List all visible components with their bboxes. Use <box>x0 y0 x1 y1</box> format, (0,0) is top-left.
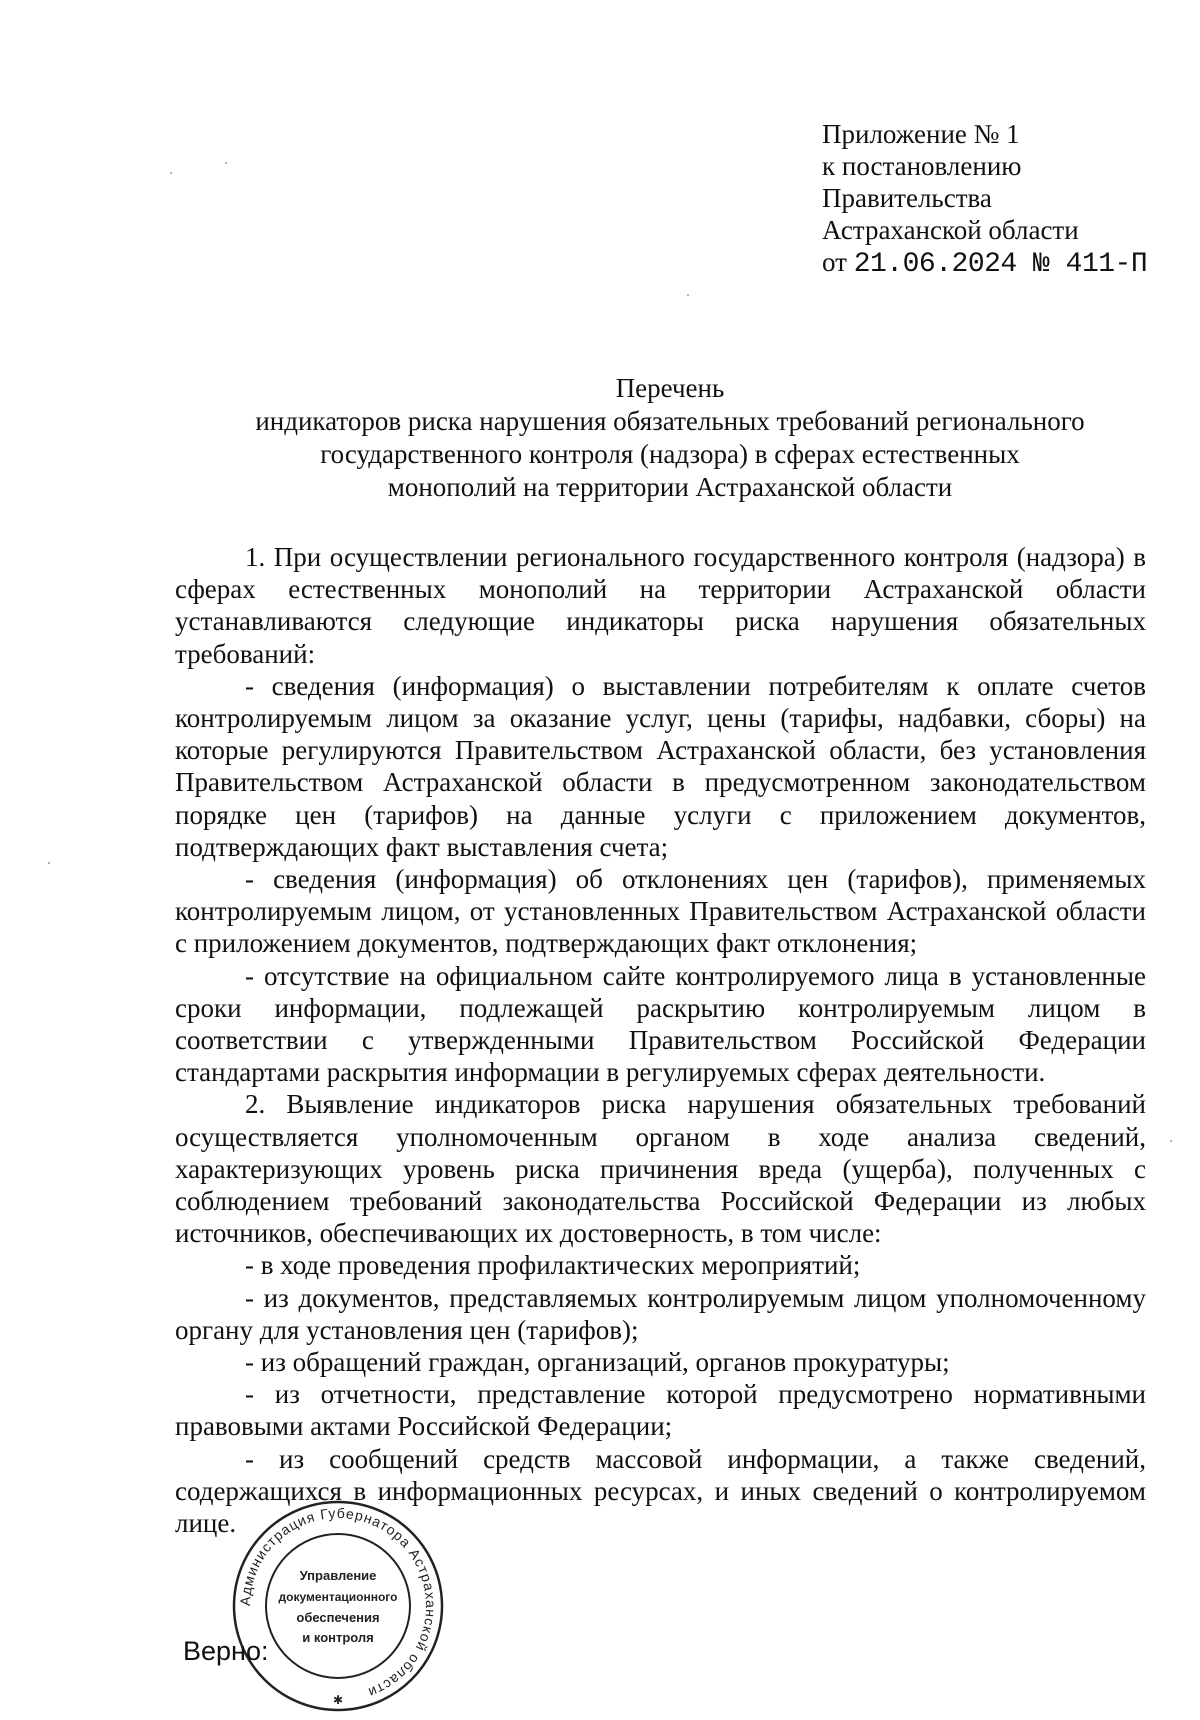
seal-star-icon: ✱ <box>332 1693 344 1707</box>
paragraph-2-item-1: - в ходе проведения профилактических мероприятий; <box>245 1250 861 1281</box>
paragraph-2-item-4: - из отчетности, представление которой предусмотрено нормативными правовыми актами Российской Федерации; <box>175 1379 1146 1442</box>
document-title <box>150 372 1190 504</box>
certification-mark: Верно: <box>183 1636 269 1666</box>
scan-speck <box>170 172 172 174</box>
scan-speck <box>687 294 689 296</box>
paragraph-2: 2. Выявление индикаторов риска нарушения обязательных требований осуществляется уполномоченным органом в ходе анализа сведений, характеризующих уровень риска причинения вреда (ущерба), полученных с соблюдением требований законодательства Российской Федерации из любых источников, обеспечивающих их достоверность, в том числе: <box>175 1089 1146 1249</box>
document-body <box>175 541 1146 1539</box>
scan-speck <box>1170 1140 1172 1142</box>
scan-speck <box>48 862 50 864</box>
seal-ring-text: Администрация Губернатора Астраханской области <box>236 1504 440 1702</box>
title-heading: Перечень <box>615 373 725 403</box>
seal-center-line-4: и контроля <box>302 1630 374 1645</box>
official-seal <box>230 1498 446 1714</box>
seal-center-line-3: обеспечения <box>296 1610 380 1625</box>
paragraph-1-item-1: - сведения (информация) о выставлении потребителям к оплате счетов контролируемым лицом за оказание услуг, цены (тарифы, надбавки, сборы) на которые регулируются Правительством Астраханской области, без установления Правительством Астраханской области в предусмотренном законодательством порядке цен (тарифов) на данные услуги с приложением документов, подтверждающих факт выставления счета; <box>175 670 1146 862</box>
appendix-ref: к постановлению <box>822 151 1022 181</box>
seal-center-line-1: Управление <box>299 1568 377 1583</box>
seal-center-line-2: документационного <box>278 1590 398 1604</box>
appendix-block <box>822 118 1162 281</box>
paragraph-1-item-3: - отсутствие на официальном сайте контролируемого лица в установленные сроки информации, подлежащей раскрытию контролируемым лицом в соответствии с утвержденными Правительством Российской Федерации стандартами раскрытия информации в регулируемых сферах деятельности. <box>175 960 1146 1088</box>
title-line-3: государственного контроля (надзора) в сферах естественных <box>320 439 1020 469</box>
scan-speck <box>225 162 227 164</box>
paragraph-1: 1. При осуществлении регионального государственного контроля (надзора) в сферах естественных монополий на территории Астраханской области устанавливаются следующие индикаторы риска нарушения обязательных требований: <box>175 542 1146 669</box>
appendix-date-line <box>822 246 1162 281</box>
paragraph-2-item-2: - из документов, представляемых контролируемым лицом уполномоченному органу для установления цен (тарифов); <box>175 1282 1146 1345</box>
title-line-2: индикаторов риска нарушения обязательных требований регионального <box>255 406 1085 436</box>
paragraph-2-item-5: - из сообщений средств массовой информации, а также сведений, содержащихся в информационных ресурсах, и иных сведений о контролируемом лице. <box>175 1443 1146 1539</box>
date-prefix: от <box>822 247 847 277</box>
paragraph-1-item-2: - сведения (информация) об отклонениях цен (тарифов), применяемых контролируемым лицом, от установленных Правительством Астраханской области с приложением документов, подтверждающих факт отклонения; <box>175 864 1146 959</box>
paragraph-2-item-3: - из обращений граждан, организаций, органов прокуратуры; <box>245 1347 950 1378</box>
appendix-number: Приложение № 1 <box>822 119 1020 149</box>
appendix-region: Астраханской области <box>822 215 1079 245</box>
appendix-issuer: Правительства <box>822 183 992 213</box>
title-line-4: монополий на территории Астраханской области <box>387 472 953 502</box>
document-date-number: 21.06.2024 № 411-П <box>853 249 1148 280</box>
